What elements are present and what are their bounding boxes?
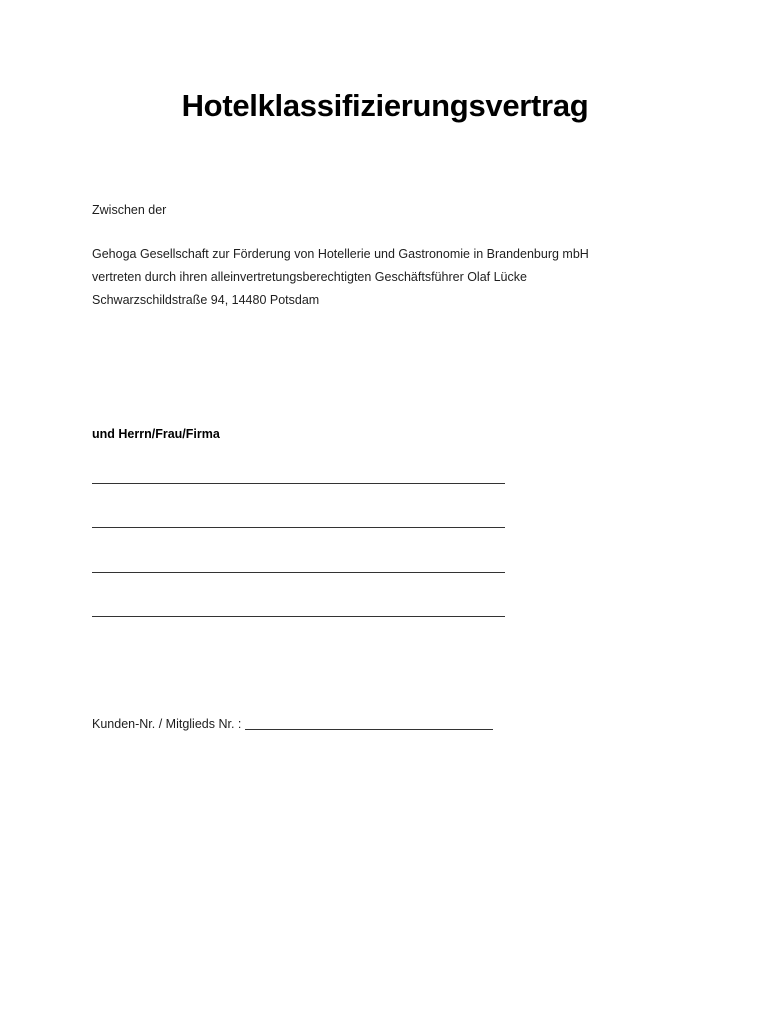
party2-line-4[interactable] xyxy=(92,616,505,617)
between-label: Zwischen der xyxy=(92,203,167,217)
customer-number-field[interactable] xyxy=(245,729,493,730)
customer-number-row xyxy=(92,716,493,732)
party1-address: Schwarzschildstraße 94, 14480 Potsdam xyxy=(92,293,320,307)
party2-line-1[interactable] xyxy=(92,483,505,484)
party2-line-2[interactable] xyxy=(92,527,505,528)
document-title: Hotelklassifizierungsvertrag xyxy=(181,88,589,123)
party1-name: Gehoga Gesellschaft zur Förderung von Hotellerie und Gastronomie in Brandenburg mbH xyxy=(92,247,589,261)
customer-number-label: Kunden-Nr. / Mitglieds Nr. : xyxy=(92,717,242,731)
party2-line-3[interactable] xyxy=(92,572,505,573)
party2-label: und Herrn/Frau/Firma xyxy=(92,427,220,441)
party1-representation: vertreten durch ihren alleinvertretungsberechtigten Geschäftsführer Olaf Lücke xyxy=(92,270,527,284)
